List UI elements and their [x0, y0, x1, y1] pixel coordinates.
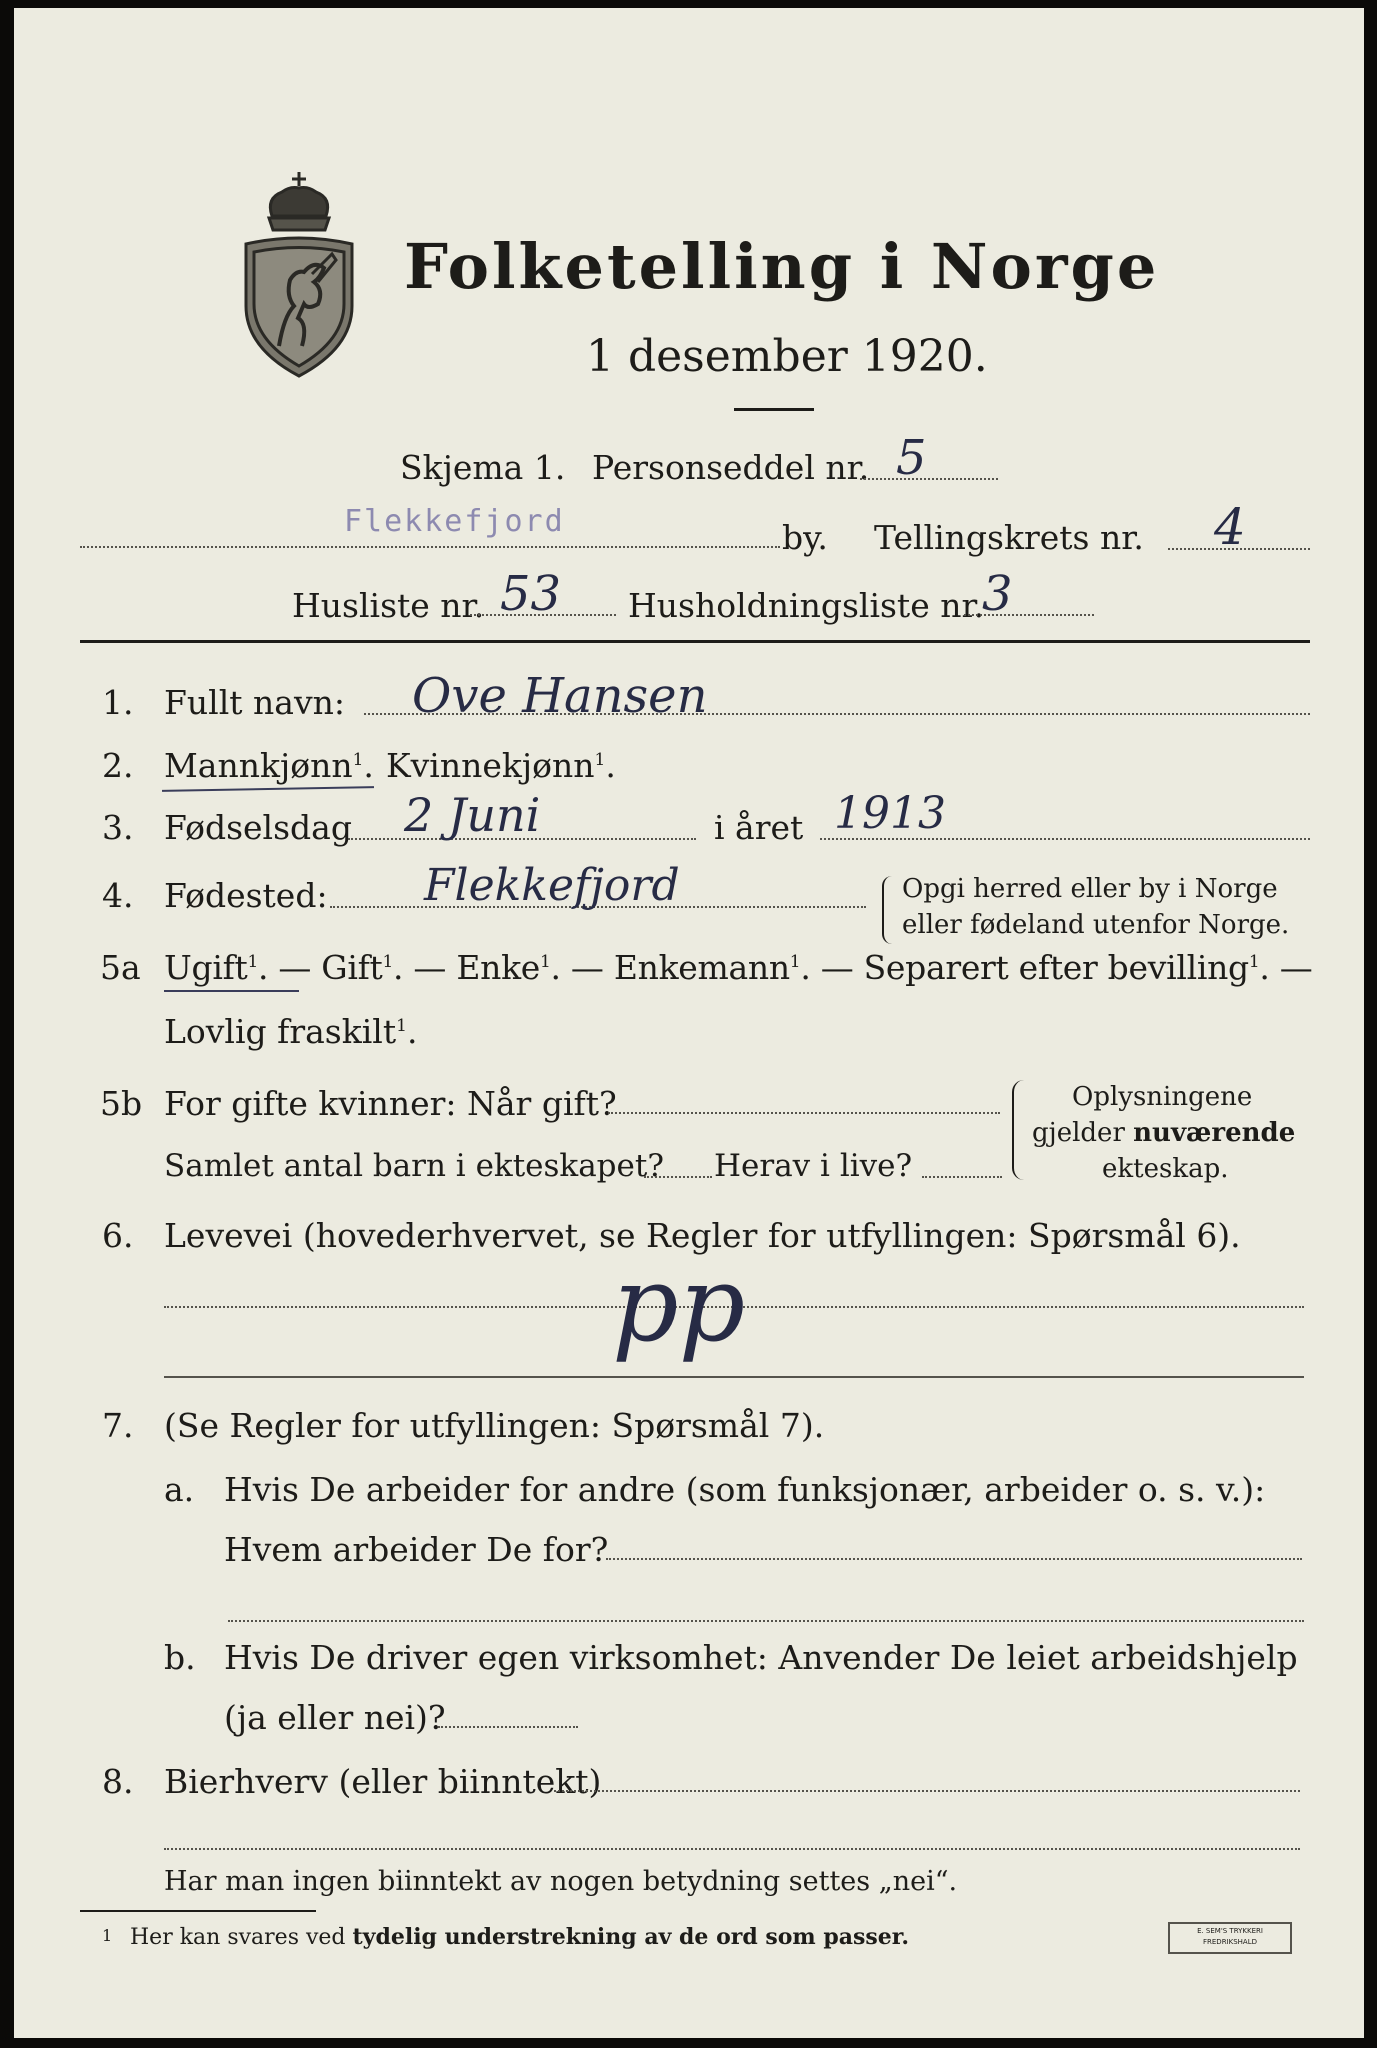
q7-label: (Se Regler for utfyllingen: Spørsmål 7).	[164, 1406, 825, 1445]
q5a-enke: Enke	[456, 948, 540, 987]
q7b-letter: b.	[164, 1638, 196, 1677]
printer-line2: FREDRIKSHALD	[1202, 1938, 1257, 1946]
q5b-brace	[1012, 1080, 1026, 1180]
q2-female	[386, 746, 616, 785]
q2-male-underline	[162, 786, 374, 792]
footnote-rule	[80, 1910, 316, 1912]
q3-number: 3.	[102, 808, 134, 847]
q6-label: Levevei (hovederhvervet, se Regler for utfyllingen: Spørsmål 6).	[164, 1216, 1241, 1255]
q5a-ugift-underline	[164, 990, 299, 992]
q5b-line3	[922, 1176, 1002, 1178]
q5b-note1: Oplysningene	[1072, 1082, 1253, 1112]
header-rule	[80, 640, 1310, 643]
q2-female-label: Kvinnekjønn	[386, 746, 595, 785]
footnote-marker: 1	[102, 1926, 113, 1945]
q5b-note2	[1032, 1118, 1295, 1148]
q7-number: 7.	[102, 1406, 134, 1445]
q5a-ugift: Ugift	[164, 948, 248, 987]
q7a-line2	[228, 1620, 1304, 1622]
personseddel-value: 5	[896, 430, 927, 486]
q8-line2	[164, 1848, 1300, 1850]
q6-number: 6.	[102, 1216, 134, 1255]
q2-male-dot: .	[363, 746, 374, 785]
personseddel-line	[860, 478, 998, 480]
q1-number: 1.	[102, 683, 134, 722]
q5a-sup-5: 1	[1248, 952, 1260, 972]
husholdningsliste-label: Husholdningsliste nr.	[628, 586, 985, 625]
q5a-sep-3: . —	[550, 948, 604, 987]
q8-note: Har man ingen biinntekt av nogen betydning settes „nei“.	[164, 1866, 958, 1897]
q5a-enkemann: Enkemann	[613, 948, 790, 987]
by-label: by.	[782, 518, 828, 557]
q5a-fraskilt-sup: 1	[396, 1016, 407, 1036]
q1-label: Fullt navn:	[164, 683, 345, 722]
footnote-text-b: tydelig understrekning av de ord som passer.	[352, 1924, 910, 1950]
q2-male	[164, 746, 374, 785]
skjema-label: Skjema 1.	[400, 448, 566, 487]
form-date: 1 desember 1920.	[586, 331, 988, 382]
q5b-note2b: nuværende	[1133, 1118, 1296, 1148]
q4-brace	[882, 876, 894, 944]
q5b-label3: Herav i live?	[714, 1148, 913, 1184]
q5b-note2a: gjelder	[1032, 1118, 1134, 1148]
q5b-label1: For gifte kvinner: Når gift?	[164, 1084, 617, 1123]
form-title: Folketelling i Norge	[404, 230, 1160, 303]
q4-label: Fødested:	[164, 876, 328, 915]
q4-note-line1: Opgi herred eller by i Norge	[902, 874, 1278, 904]
q8-line1	[554, 1790, 1300, 1792]
q4-note-line2: eller fødeland utenfor Norge.	[902, 910, 1290, 940]
husholdningsliste-value: 3	[982, 566, 1013, 622]
q7a-text2: Hvem arbeider De for?	[224, 1530, 609, 1569]
q2-female-sup: 1	[594, 750, 606, 770]
q5a-fraskilt	[164, 1012, 417, 1051]
q5a-gift: Gift	[321, 948, 383, 987]
printer-mark	[1168, 1922, 1292, 1954]
q5a-sup-1: 1	[247, 952, 258, 972]
q7b-line	[438, 1726, 578, 1728]
q5b-label2: Samlet antal barn i ekteskapet?	[164, 1148, 664, 1184]
footnote-text-a: Her kan svares ved	[130, 1925, 353, 1950]
q2-male-label: Mannkjønn	[164, 746, 353, 785]
q2-male-sup: 1	[352, 750, 364, 770]
q7a-text1: Hvis De arbeider for andre (som funksjonær, arbeider o. s. v.):	[224, 1470, 1266, 1509]
q7a-letter: a.	[164, 1470, 195, 1509]
q4-value: Flekkefjord	[424, 860, 680, 911]
q5a-sep-2: . —	[393, 948, 447, 987]
q5a-sep-4: . —	[800, 948, 854, 987]
q5a-fraskilt-dot: .	[406, 1012, 418, 1051]
q3-year-value: 1913	[834, 788, 946, 839]
q5a-sep-1: . —	[258, 948, 312, 987]
husliste-value: 53	[500, 566, 562, 622]
census-form	[14, 8, 1364, 2038]
title-divider	[734, 408, 814, 411]
q7b-text2: (ja eller nei)?	[224, 1698, 446, 1737]
q5a-sup-3: 1	[540, 952, 551, 972]
q6-line2	[164, 1376, 1304, 1378]
q4-number: 4.	[102, 876, 134, 915]
q5a-separert: Separert efter bevilling	[863, 948, 1249, 987]
q5a-sup-2: 1	[382, 952, 394, 972]
q5b-line2	[644, 1176, 712, 1178]
city-line	[80, 546, 780, 548]
q2-number: 2.	[102, 746, 134, 785]
tellingskrets-label: Tellingskrets nr.	[874, 518, 1144, 557]
q5a-sup-4: 1	[789, 952, 801, 972]
q1-value: Ove Hansen	[412, 668, 708, 724]
husliste-label: Husliste nr.	[292, 586, 485, 625]
coat-of-arms-icon	[234, 166, 364, 381]
q5b-number: 5b	[100, 1084, 143, 1123]
tellingskrets-value: 4	[1214, 498, 1246, 556]
q3-year-label: i året	[714, 808, 804, 847]
city-stamp: Flekkefjord	[344, 504, 565, 539]
q7a-line1	[606, 1558, 1302, 1560]
q3-label: Fødselsdag	[164, 808, 352, 847]
q7b-text1: Hvis De driver egen virksomhet: Anvender De leiet arbeidshjelp	[224, 1638, 1298, 1677]
q5a-number: 5a	[100, 948, 141, 987]
q2-female-dot: .	[605, 746, 616, 785]
q3-value: 2 Juni	[404, 788, 541, 842]
q5a-fraskilt-label: Lovlig fraskilt	[164, 1012, 397, 1051]
q8-label: Bierhverv (eller biinntekt)	[164, 1762, 602, 1801]
q5a-sep-5: . —	[1259, 948, 1313, 987]
q6-value: pp	[612, 1243, 746, 1365]
footnote-text	[130, 1924, 909, 1950]
q8-number: 8.	[102, 1762, 134, 1801]
q5a-options	[164, 948, 1313, 987]
q5b-note3: ekteskap.	[1102, 1154, 1229, 1184]
personseddel-label: Personseddel nr.	[592, 448, 870, 487]
q5b-line1	[608, 1112, 1000, 1114]
printer-line1: E. SEM'S TRYKKERI	[1197, 1927, 1263, 1935]
